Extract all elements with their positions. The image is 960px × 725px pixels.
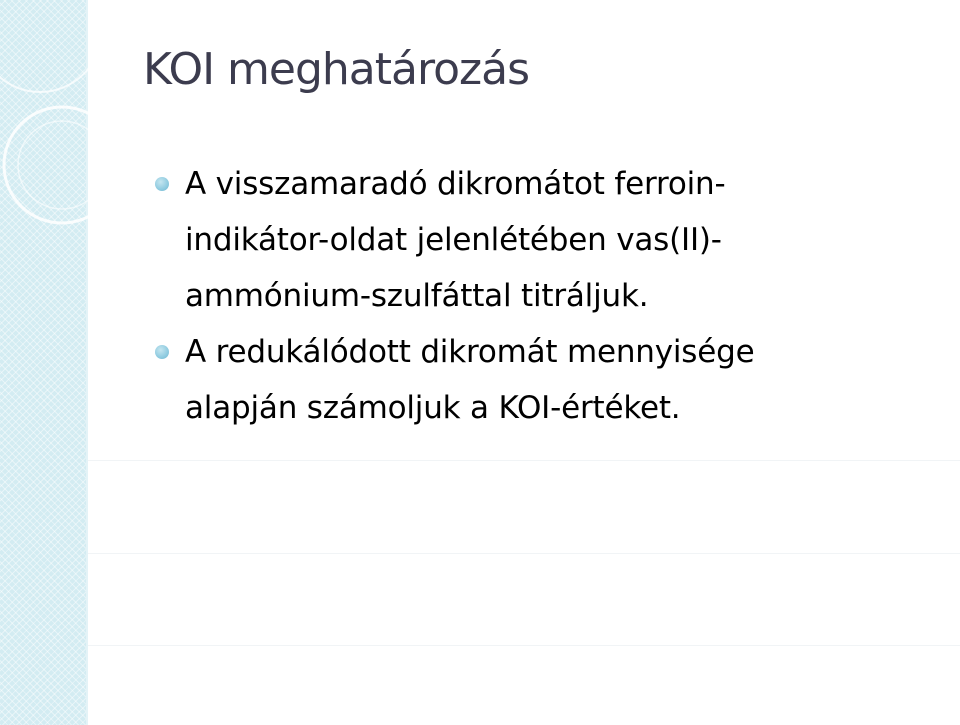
bullet-item — [155, 156, 935, 324]
bullet-list — [155, 156, 935, 436]
bullet-item — [155, 324, 935, 436]
bullet-text-line: indikátor-oldat jelenlétében vas(II)- — [185, 222, 722, 258]
background-rule-line — [88, 645, 960, 646]
decorative-circles — [0, 0, 88, 725]
bullet-dot-icon — [155, 345, 169, 359]
bullet-text-line: A visszamaradó dikromátot ferroin- — [185, 166, 726, 202]
background-rule-line — [88, 553, 960, 554]
bullet-text-line: A redukálódott dikromát mennyisége — [185, 334, 755, 370]
background-rule-line — [88, 460, 960, 461]
bullet-text-line: alapján számoljuk a KOI-értéket. — [185, 390, 681, 426]
bullet-text-line: ammónium-szulfáttal titráljuk. — [185, 278, 649, 314]
slide-title: KOI meghatározás — [143, 44, 529, 95]
bullet-dot-icon — [155, 177, 169, 191]
